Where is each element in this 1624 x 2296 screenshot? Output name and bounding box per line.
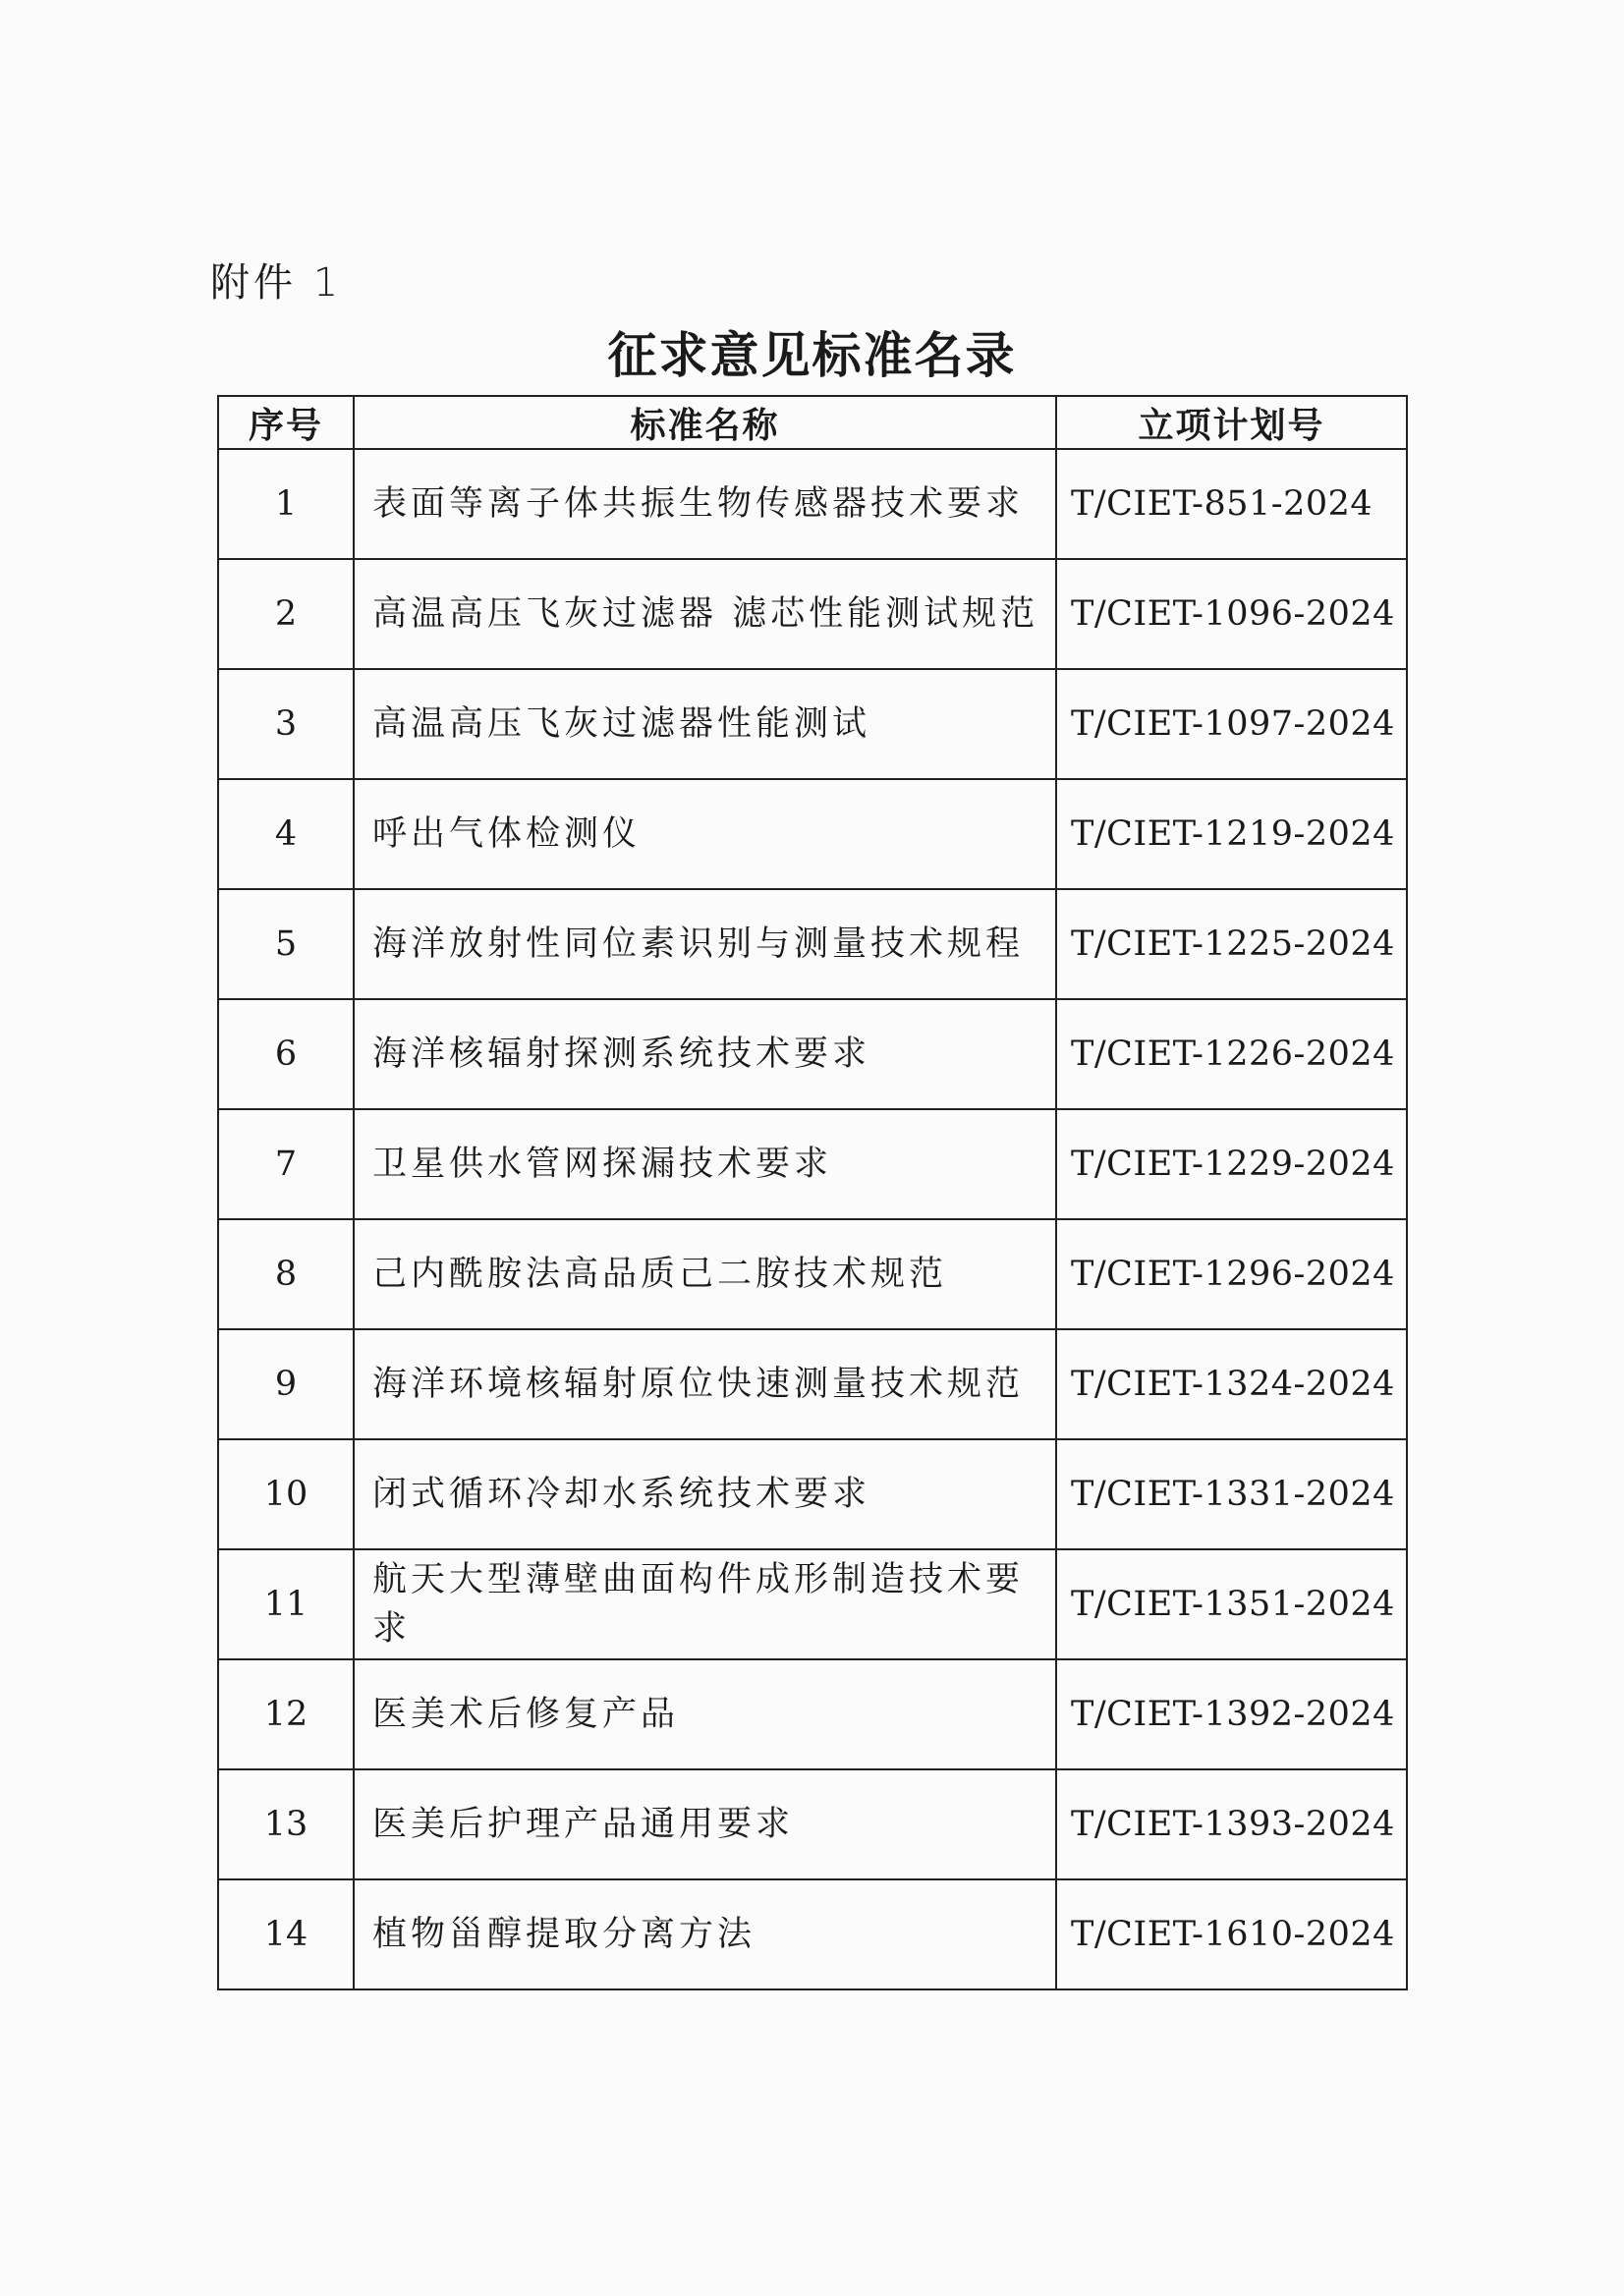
row-standard-name: 海洋放射性同位素识别与测量技术规程 [354,889,1056,999]
row-serial-number: 9 [218,1329,354,1439]
attachment-label: 附件 1 [210,260,343,306]
table-row [218,1879,1407,1989]
table-row [218,449,1407,559]
row-serial-number: 13 [218,1769,354,1879]
table-row [218,779,1407,889]
row-serial-number: 1 [218,449,354,559]
row-project-number: T/CIET-1324-2024 [1056,1329,1407,1439]
row-standard-name: 卫星供水管网探漏技术要求 [354,1109,1056,1219]
row-project-number: T/CIET-1393-2024 [1056,1769,1407,1879]
row-project-number: T/CIET-1226-2024 [1056,999,1407,1109]
row-standard-name: 己内酰胺法高品质己二胺技术规范 [354,1219,1056,1329]
table-row [218,1219,1407,1329]
row-project-number: T/CIET-1097-2024 [1056,669,1407,779]
standards-table [217,395,1408,1990]
row-serial-number: 5 [218,889,354,999]
table-row [218,1439,1407,1549]
row-standard-name: 高温高压飞灰过滤器性能测试 [354,669,1056,779]
table-row [218,1659,1407,1769]
row-project-number: T/CIET-1096-2024 [1056,559,1407,669]
row-serial-number: 14 [218,1879,354,1989]
table-header [218,396,1407,449]
row-serial-number: 3 [218,669,354,779]
row-project-number: T/CIET-1225-2024 [1056,889,1407,999]
table-row [218,999,1407,1109]
row-standard-name: 高温高压飞灰过滤器 滤芯性能测试规范 [354,559,1056,669]
row-standard-name: 医美术后修复产品 [354,1659,1056,1769]
row-serial-number: 11 [218,1549,354,1659]
header-serial-number: 序号 [218,396,354,449]
row-standard-name: 呼出气体检测仪 [354,779,1056,889]
row-standard-name: 航天大型薄壁曲面构件成形制造技术要求 [354,1549,1056,1659]
row-standard-name: 海洋核辐射探测系统技术要求 [354,999,1056,1109]
document-title: 征求意见标准名录 [607,326,1017,384]
row-project-number: T/CIET-1331-2024 [1056,1439,1407,1549]
table-row [218,1549,1407,1659]
table-row [218,889,1407,999]
row-serial-number: 12 [218,1659,354,1769]
row-project-number: T/CIET-1296-2024 [1056,1219,1407,1329]
row-standard-name: 医美后护理产品通用要求 [354,1769,1056,1879]
row-serial-number: 6 [218,999,354,1109]
table-row [218,559,1407,669]
header-standard-name: 标准名称 [354,396,1056,449]
table-body [218,449,1407,1989]
row-project-number: T/CIET-1351-2024 [1056,1549,1407,1659]
row-project-number: T/CIET-1229-2024 [1056,1109,1407,1219]
table-row [218,1109,1407,1219]
row-serial-number: 8 [218,1219,354,1329]
row-project-number: T/CIET-1610-2024 [1056,1879,1407,1989]
row-standard-name: 闭式循环冷却水系统技术要求 [354,1439,1056,1549]
row-serial-number: 2 [218,559,354,669]
row-serial-number: 4 [218,779,354,889]
row-standard-name: 海洋环境核辐射原位快速测量技术规范 [354,1329,1056,1439]
row-serial-number: 10 [218,1439,354,1549]
row-project-number: T/CIET-1392-2024 [1056,1659,1407,1769]
row-project-number: T/CIET-1219-2024 [1056,779,1407,889]
row-standard-name: 植物甾醇提取分离方法 [354,1879,1056,1989]
row-serial-number: 7 [218,1109,354,1219]
table-row [218,1769,1407,1879]
header-project-number: 立项计划号 [1056,396,1407,449]
row-standard-name: 表面等离子体共振生物传感器技术要求 [354,449,1056,559]
row-project-number: T/CIET-851-2024 [1056,449,1407,559]
table-row [218,669,1407,779]
header-row [218,396,1407,449]
table-row [218,1329,1407,1439]
